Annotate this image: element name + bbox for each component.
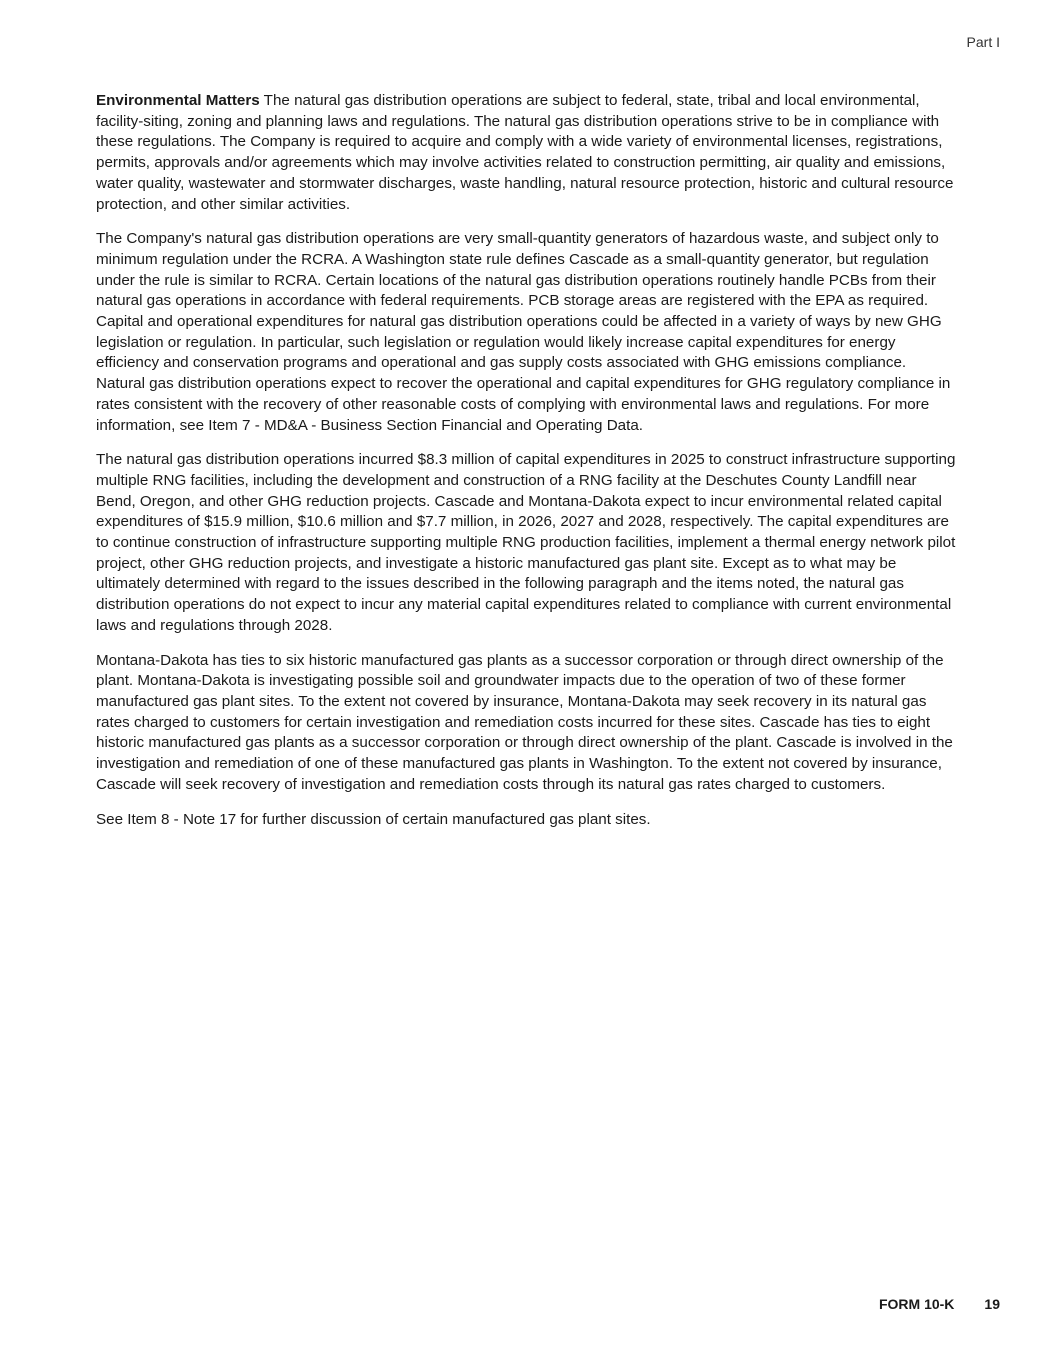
paragraph-text: The natural gas distribution operations are subject to federal, state, tribal and local environmental, facility-siting, zoning and planning laws and regulations. The natural gas distribution operations strive to be in compliance with these regulations. The Company is required to acquire and comply with a wide variety of environmental licenses, registrations, permits, approvals and/or agreements which may involve activities related to construction permitting, air quality and emissions, water quality, wastewater and stormwater discharges, waste handling, natural resource protection, historic and cultural resource protection, and other similar activities. (96, 92, 954, 213)
paragraph-capital-expenditures: The natural gas distribution operations incurred $8.3 million of capital expenditures in 2025 to construct infrastructure supporting multiple RNG facilities, including the development and construction of a RNG facility at the Deschutes County Landfill near Bend, Oregon, and other GHG reduction projects. Cascade and Montana-Dakota expect to incur environmental related capital expenditures of $15.9 million, $10.6 million and $7.7 million, in 2026, 2027 and 2028, respectively. The capital expenditures are to continue construction of infrastructure supporting multiple RNG production facilities, implement a thermal energy network pilot project, other GHG reduction projects, and investigate a historic manufactured gas plant site. Except as to what may be ultimately determined with regard to the issues described in the following paragraph and the items noted, the natural gas distribution operations do not expect to incur any material capital expenditures related to compliance with current environmental laws and regulations through 2028. (96, 451, 956, 634)
form-label: FORM 10-K (878, 1296, 955, 1312)
part-label: Part I (966, 34, 1000, 50)
paragraph-environmental-matters (96, 91, 958, 215)
paragraph-hazardous-waste: The Company's natural gas distribution operations are very small-quantity generators of hazardous waste, and subject only to minimum regulation under the RCRA. A Washington state rule defines Cascade as a small-quantity generator, but regulation under the rule is similar to RCRA. Certain locations of the natural gas distribution operations routinely handle PCBs from their natural gas operations in accordance with federal requirements. PCB storage areas are registered with the EPA as required. Capital and operational expenditures for natural gas distribution operations could be affected in a variety of ways by new GHG legislation or regulation. In particular, such legislation or regulation would likely increase capital expenditures for energy efficiency and conservation programs and operational and gas supply costs associated with GHG emissions compliance. Natural gas distribution operations expect to recover the operational and capital expenditures for GHG regulatory compliance in rates consistent with the recovery of other reasonable costs of complying with environmental laws and regulations. For more information, see Item 7 - MD&A - Business Section Financial and Operating Data. (96, 230, 951, 434)
section-heading: Environmental Matters (96, 92, 260, 109)
paragraph-manufactured-gas-plants: Montana-Dakota has ties to six historic manufactured gas plants as a successor corporation or through direct ownership of the plant. Montana-Dakota is investigating possible soil and groundwater impacts due to the operation of two of these former manufactured gas plant sites. To the extent not covered by insurance, Montana-Dakota may seek recovery in its natural gas rates charged to customers for certain investigation and remediation costs incurred for these sites. Cascade has ties to eight historic manufactured gas plants as a successor corporation or through direct ownership of the plant. Cascade is involved in the investigation and remediation of one of these manufactured gas plants in Washington. To the extent not covered by insurance, Cascade will seek recovery of investigation and remediation costs through its natural gas rates charged to customers. (96, 651, 953, 793)
page-footer (879, 1296, 1000, 1312)
page-number: 19 (984, 1296, 1000, 1312)
document-body (96, 91, 958, 844)
paragraph-see-item-8: See Item 8 - Note 17 for further discussion of certain manufactured gas plant sites. (96, 810, 651, 828)
